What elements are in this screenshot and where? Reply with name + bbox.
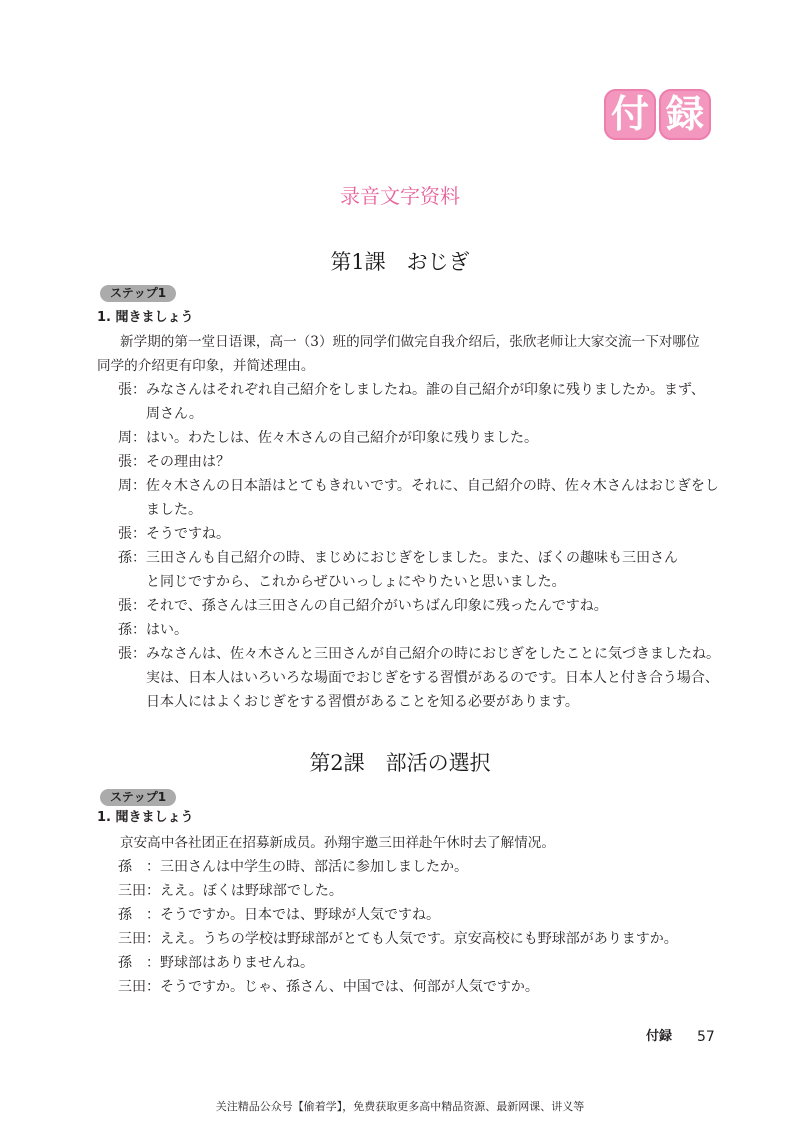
speaker-colon: ： — [146, 931, 160, 947]
speaker-name: 張 — [118, 454, 132, 470]
dialogue-line: 実は、日本人はいろいろな場面でおじぎをする習慣があるのです。日本人と付き合う場合、 — [146, 670, 719, 686]
dialogue-turn — [97, 951, 787, 975]
dialogue-turn — [97, 903, 787, 927]
speaker-name: 張 — [118, 382, 132, 398]
lesson2-exercise-title: 1. 聞きましょう — [97, 810, 194, 825]
lesson2-body — [97, 831, 787, 999]
speaker-name: 孫 — [118, 859, 132, 875]
speaker-name: 張 — [118, 598, 132, 614]
speaker-colon: ： — [132, 526, 146, 542]
speaker-name: 孫 — [118, 955, 132, 971]
speaker-name: 周 — [118, 478, 132, 494]
speaker-name: 三田 — [118, 883, 146, 899]
intro-line: 京安高中各社团正在招募新成员。孙翔宇邀三田祥赴午休时去了解情况。 — [120, 835, 555, 851]
dialogue-turn — [97, 879, 787, 903]
dialogue-line: 三田さんは中学生の時、部活に参加しましたか。 — [160, 859, 468, 875]
dialogue-line: その理由は？ — [146, 454, 230, 470]
speaker-colon: ： — [146, 907, 160, 923]
dialogue-line: それで、孫さんは三田さんの自己紹介がいちばん印象に残ったんですね。 — [146, 598, 608, 614]
dialogue-lines — [146, 522, 230, 546]
dialogue-line: みなさんはそれぞれ自己紹介をしましたね。誰の自己紹介が印象に残りましたか。まず、 — [146, 382, 705, 398]
appendix-badge — [604, 89, 711, 140]
speaker-name: 三田 — [118, 979, 146, 995]
dialogue-lines — [146, 546, 678, 594]
lesson2-step-badge: ステップ1 — [100, 789, 176, 806]
speaker-name: 張 — [118, 526, 132, 542]
lesson1-body — [97, 330, 787, 714]
section-title: 录音文字资料 — [340, 184, 460, 208]
lesson1-step-badge: ステップ1 — [100, 285, 176, 302]
speaker-colon: ： — [146, 979, 160, 995]
dialogue-turn — [97, 450, 787, 474]
dialogue-turn — [97, 618, 787, 642]
speaker-colon: ： — [132, 550, 146, 566]
dialogue-line: ええ。うちの学校は野球部がとても人気です。京安高校にも野球部がありますか。 — [160, 931, 678, 947]
dialogue-line: 日本人にはよくおじぎをする習慣があることを知る必要があります。 — [146, 694, 579, 710]
dialogue-turn — [97, 855, 787, 879]
dialogue-turn — [97, 474, 787, 522]
speaker-colon: ： — [132, 646, 146, 662]
badge-char: 付 — [604, 89, 656, 140]
dialogue-line: 佐々木さんの日本語はとてもきれいです。それに、自己紹介の時、佐々木さんはおじぎをし — [146, 478, 719, 494]
speaker-colon: ： — [146, 883, 160, 899]
speaker-name: 三田 — [118, 931, 146, 947]
dialogue-lines — [146, 426, 538, 450]
dialogue-line: 野球部はありませんね。 — [160, 955, 314, 971]
dialogue-turn — [97, 522, 787, 546]
dialogue-turn — [97, 975, 787, 999]
speaker-colon: ： — [132, 430, 146, 446]
dialogue-turn — [97, 927, 787, 951]
page-number: 57 — [697, 1029, 715, 1045]
dialogue-line: 周さん。 — [146, 406, 203, 422]
intro-line: 新学期的第一堂日语课，高一（3）班的同学们做完自我介绍后，张欣老师让大家交流一下对哪位 — [120, 334, 700, 350]
dialogue-lines — [146, 450, 230, 474]
dialogue-turn — [97, 426, 787, 450]
dialogue-lines — [146, 618, 188, 642]
speaker-name: 張 — [118, 646, 132, 662]
dialogue-lines — [146, 642, 720, 714]
dialogue-line: そうですか。日本では、野球が人気ですね。 — [160, 907, 440, 923]
dialogue-line: はい。 — [146, 622, 188, 638]
footer-label: 付録 — [646, 1029, 673, 1044]
speaker-name: 孫 — [118, 907, 132, 923]
badge-char: 録 — [659, 89, 711, 140]
dialogue-turn — [97, 594, 787, 618]
dialogue-turn — [97, 378, 787, 426]
lesson2-title: 第2課 部活の選択 — [309, 751, 491, 775]
speaker-name: 孫 — [118, 622, 132, 638]
dialogue-line: そうですか。じゃ、孫さん、中国では、何部が人気ですか。 — [160, 979, 539, 995]
dialogue-line: はい。わたしは、佐々木さんの自己紹介が印象に残りました。 — [146, 430, 538, 446]
lesson1-title: 第1課 おじぎ — [330, 250, 470, 274]
dialogue-lines — [146, 594, 608, 618]
intro-line: 同学的介绍更有印象，并简述理由。 — [97, 358, 315, 374]
speaker-name: 孫 — [118, 550, 132, 566]
speaker-colon: ： — [146, 955, 160, 971]
watermark-text: 关注精品公众号【偷着学】，免费获取更多高中精品资源、最新网课、讲义等 — [215, 1100, 585, 1113]
speaker-colon: ： — [132, 454, 146, 470]
dialogue-lines — [146, 378, 705, 426]
dialogue-line: ええ。ぼくは野球部でした。 — [160, 883, 343, 899]
dialogue-turn — [97, 546, 787, 594]
dialogue-turn — [97, 642, 787, 714]
speaker-colon: ： — [132, 382, 146, 398]
dialogue-line: みなさんは、佐々木さんと三田さんが自己紹介の時におじぎをしたことに気づきましたね。 — [146, 646, 720, 662]
dialogue-line: と同じですから、これからぜひいっしょにやりたいと思いました。 — [146, 574, 566, 590]
dialogue-line: そうですね。 — [146, 526, 230, 542]
speaker-colon: ： — [132, 598, 146, 614]
speaker-name: 周 — [118, 430, 132, 446]
speaker-colon: ： — [146, 859, 160, 875]
dialogue-line: ました。 — [146, 502, 202, 518]
dialogue-line: 三田さんも自己紹介の時、まじめにおじぎをしました。また、ぼくの趣味も三田さん — [146, 550, 678, 566]
speaker-colon: ： — [132, 478, 146, 494]
speaker-colon: ： — [132, 622, 146, 638]
lesson1-exercise-title: 1. 聞きましょう — [97, 310, 194, 325]
dialogue-lines — [146, 474, 719, 522]
